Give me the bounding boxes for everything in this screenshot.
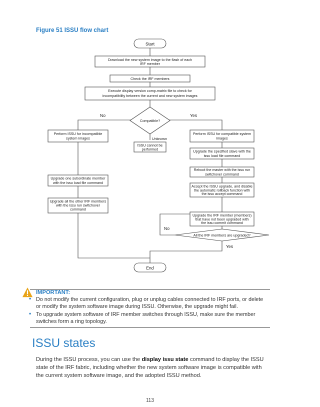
figure-title: Figure 51 ISSU flow chart (36, 28, 109, 34)
important-top-rule (30, 289, 270, 290)
upgrade-rest-label-3: the issu commit command (201, 221, 243, 226)
upgrade-all-label-1: Upgrade all the other IRF members (49, 199, 107, 204)
accept-label-1: Accept the ISSU upgrade, and disable (191, 184, 253, 189)
cannot-label-1: ISSU cannot be (137, 143, 163, 148)
page-number: 113 (146, 398, 154, 404)
incompat-label-2: system images (66, 136, 90, 141)
incompat-label-1: Perform ISSU for incompatible (53, 132, 103, 136)
bullet-dot: • (29, 297, 32, 303)
important-bullet-2 (29, 312, 268, 326)
section-heading: ISSU states (32, 336, 96, 350)
compat-label-1: Perform ISSU for compatible system (192, 132, 252, 136)
download-label-1: Download the new system image to the flash of each (107, 57, 193, 62)
important-bullet-1 (29, 297, 268, 311)
unknown-label: Unknown (152, 137, 167, 141)
accept-label-2: the automatic rollback function with (194, 188, 250, 193)
decision-label: Compatible? (139, 118, 161, 123)
upgrade-sub-label-2: with the issu load file command (53, 181, 103, 185)
upgrade-spec-label-1: Upgrade the specified slave with the (193, 149, 251, 154)
para-command: display issu state (141, 357, 189, 363)
download-label-2: IRF member (140, 62, 160, 66)
upgrade-rest-label-1: Upgrade the IRF member (members) (192, 213, 252, 218)
no-label-2: No (164, 226, 170, 231)
bullet-text-2: To upgrade system software of IRF member switches through ISSU, make sure the member switches form a ring topology. (36, 312, 256, 326)
accept-label-3: the issu accept command (201, 192, 243, 197)
upgrade-all-label-2: with the issu run switchover (56, 203, 100, 208)
upgrade-sub-label-1: Upgrade one subordinate member (50, 176, 106, 181)
compat-label-2: images (216, 136, 228, 141)
bullet-text-1: Do not modify the current configuration, plug or unplug cables connected to IRF ports, or delete or modify the system software image during ISSU. Otherwise, the upgrade might fail. (36, 297, 264, 311)
execute-label-1: Execute display version comp-matrix file to check for (108, 89, 192, 93)
upgrade-all-label-3: command (70, 207, 86, 212)
upgrade-spec-label-2: issu load file command (203, 154, 241, 158)
end-label: End (146, 265, 154, 271)
upgrade-rest-label-2: that have not been upgraded with (195, 217, 249, 222)
cannot-label-2: performed (141, 147, 159, 152)
important-label: IMPORTANT: (36, 290, 71, 296)
important-bottom-rule (30, 327, 270, 328)
yes-label-2: Yes (226, 244, 234, 249)
bullet-dot: • (29, 312, 32, 318)
section-paragraph (36, 356, 270, 381)
all-upgraded-label: All the IRF members are upgraded? (193, 233, 251, 238)
para-text-after: command to display the ISSU state of the IRF fabric, including whether the new system software image is compatible with the current system software image, and the adopted ISSU method. (36, 357, 264, 380)
check-label: Check the IRF members (130, 76, 170, 81)
start-label: Start (145, 41, 155, 47)
yes-label: Yes (190, 113, 198, 118)
reboot-label-2: switchover command (205, 172, 239, 177)
execute-label-2: incompatibility between the current and new system images (102, 93, 198, 98)
reboot-label-1: Reboot the master with the issu run (193, 168, 251, 173)
no-label: No (100, 113, 106, 118)
para-text-before: During the ISSU process, you can use the (36, 357, 141, 363)
